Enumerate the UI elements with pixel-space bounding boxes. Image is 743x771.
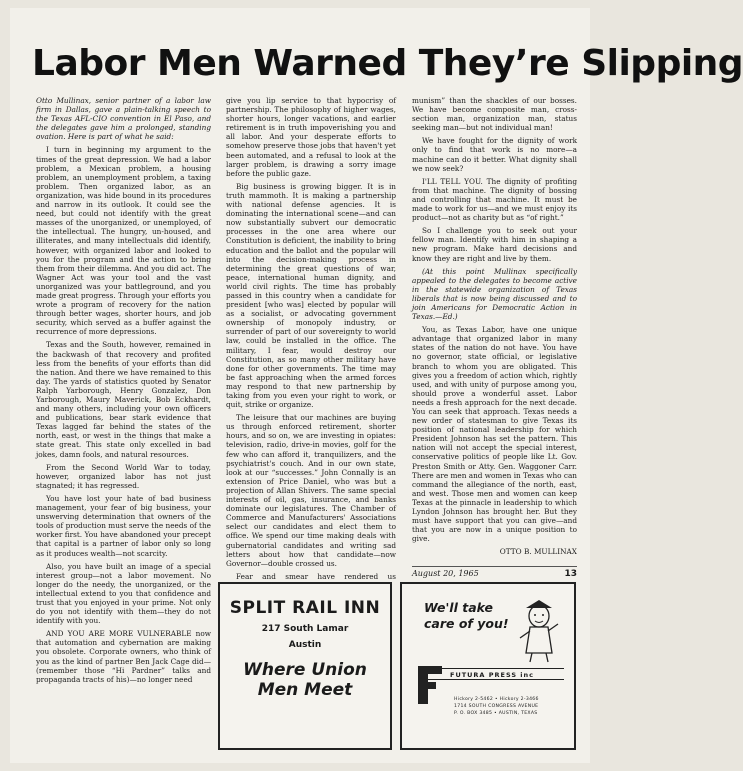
page-footer: [412, 566, 577, 579]
paragraph: AND YOU ARE MORE VULNERABLE now that automation and cybernation are making you obsolete. Corporate owners, who think of you as the kind of partner Ben Jack Cage did—(remember those “Hi Pardner” talks and propaganda tracts of his)—no longer need: [36, 629, 211, 684]
article-column-1: [36, 96, 211, 752]
pilgrim-mascot-icon: [514, 598, 564, 664]
ad-company-name: FUTURA PRESS inc: [424, 668, 564, 680]
ad-business-name: SPLIT RAIL INN: [229, 598, 381, 618]
futura-press-ad: [400, 582, 576, 750]
paragraph: So I challenge you to seek out your fellow man. Identify with him in shaping a new program. Make hard decisions and know they are right and live by them.: [412, 226, 577, 263]
headline: Labor Men Warned They’re Slipping: [32, 43, 743, 84]
paragraph: Also, you have built an image of a special interest group—not a labor movement. No longer do the needy, the unorganized, or the intellectual extend to you that confidence and trust that you enjoyed in your prime. Not only do you not identify with them—they do not identify with you.: [36, 561, 211, 626]
ad-city: Austin: [288, 640, 322, 650]
ad-contact-info: [454, 696, 564, 717]
ad-tagline: Where Union Men Meet: [243, 660, 367, 700]
paragraph: I'LL TELL YOU. The dignity of profiting from that machine. The dignity of bossing and controlling that machine. It must be made to work for us—and we must enjoy its product—not as charity but as “of right.”: [412, 176, 577, 223]
paragraph: give you lip service to that hypocrisy of partnership. The philosophy of higher wages, shorter hours, longer vacations, and earlier retirement is in truth impoverishing you and all labor. And your desperate efforts to somehow preserve those jobs that haven't yet been automated, and a refusal to look at the larger problem, is drawing a sorry image before the public gaze.: [226, 96, 396, 178]
paragraph: From the Second World War to today, however, organized labor has not just stagnated; it has regressed.: [36, 462, 211, 490]
ad-address: 217 South Lamar: [261, 624, 349, 634]
editor-note: (At this point Mullinax specifically appealed to the delegates to become active in the statewide organization of Texas liberals that is now being discussed and to join Americans for Democratic Action in Texas.—Ed.): [412, 266, 577, 322]
paragraph: You, as Texas Labor, have one unique advantage that organized labor in many states of the nation do not have. You have no governor, state official, or legislative branch to whom you are obligated. This gives you a freedom of action which, rightly used, and with unity of purpose among you, should prove a wonderful asset. Labor needs a fresh approach for the next decade. You can seek that approach. Texas needs a new order of statesman to give Texas its position of national leadership for which President Johnson has set the pattern. This nation will not accept the special interest, conservative politics of people like Lt. Gov. Preston Smith or Atty. Gen. Waggoner Carr. There are men and women in Texas who can command the allegiance of the north, east, and west. Those men and women can keep Texas at the pinnacle in leadership to which Lyndon Johnson has brought her. But they must have support that you can give—and that you are now in a unique position to give.: [412, 325, 577, 544]
issue-date: August 20, 1965: [412, 569, 479, 578]
paragraph: We have fought for the dignity of work only to find that work is no more—a machine can do it better. What dignity shall we now seek?: [412, 136, 577, 173]
paragraph: I turn in beginning my argument to the times of the great depression. We had a labor problem, a Mexican problem, a housing problem, an unemployment problem, a taxing problem. Then organized labor, as an organization, was hide bound in its procedures and narrow in its outlook. It could see the need, but could not identify with the great masses of the unorganized, or unemployed, of the intellectual. The hungry, un-housed, and illiterates, and many intellectuals did identify, however, with organized labor and looked to you for the program and the action to bring them from their dilemma. And you did act. The Wagner Act was your tool and the vast unorganized was your battleground, and you made great progress. Through your efforts you wrote a program of recovery for the nation through better wages, shorter hours, and job security, which served as a buffer against the recurrence of more depressions.: [36, 145, 211, 337]
paragraph: Fear and smear have rendered us: [236, 571, 396, 581]
article-column-3: [412, 96, 577, 566]
article-column-2: [226, 96, 396, 581]
page-number: 13: [564, 569, 577, 579]
paragraph: Texas and the South, however, remained in the backwash of that recovery and profited less from the benefits of your efforts than did the nation. And there we have remained to this day. The yards of statistics quoted by Senator Ralph Yarborough, Henry Gonzalez, Don Yarborough, Maury Maverick, Bob Eckhardt, and many others, including your own officers and publications, bear stark evidence that Texas lagged far behind the states of the north, east, or west in the things that make a state great. This state only excelled in bad jokes, damn fools, and natural resources.: [36, 340, 211, 459]
split-rail-inn-ad: [218, 582, 392, 750]
intro-paragraph: Otto Mullinax, senior partner of a labor law firm in Dallas, gave a plain-talking speech to the Texas AFL-CIO convention in El Paso, and the delegates gave him a prolonged, standing ovation. Here is part of what he said:: [36, 96, 211, 142]
paragraph: The leisure that our machines are buying us through enforced retirement, shorter hours, and so on, we are investing in opiates: television, radio, drive-in movies, golf for the few who can afford it, tranquilizers, and the psychiatrist's couch. And in our own state, look at our “successes.” John Connally is an extension of Price Daniel, who was but a projection of Allan Shivers. The same special interests of oil, gas, insurance, and banks dominate our legislatures. The Chamber of Commerce and Manufacturers' Associations select our candidates and elect them to office. We spend our time making deals with gubernatorial candidates and writing sad letters about how that candidate—now Governor—double crossed us.: [226, 413, 396, 568]
ad-pobox: P. O. BOX 3485 • AUSTIN, TEXAS: [454, 711, 538, 716]
paragraph: munism” than the shackles of our bosses. We have become composite man, cross-section man, organization man, status seeking man—but not individual man!: [412, 96, 577, 133]
ad-street: 1714 SOUTH CONGRESS AVENUE: [454, 704, 539, 709]
author-signature: OTTO B. MULLINAX: [499, 547, 577, 557]
ad-message: We'll take care of you!: [424, 600, 509, 631]
paragraph: Big business is growing bigger. It is in truth mammoth. It is making a partnership with national defense agencies. It is dominating the international scene—and can now substantially subvert our democratic processes in the one area where our Constitution is deficient, the inability to bring education and the ballot and the popular will into the decision-making process in determining the great questions of war, peace, international human dignity, and world civil rights. The time has probably passed in this country when a candidate for president [who was] elected by popular will as a socialist, or advocating government ownership of monopoly industry, or surrender of part of our sovereignty to world law, could be installed in the office. The military, I fear, would destroy our Constitution, as so many other military have done for other governments. The time may be fast approaching when the armed forces may respond to that new partnership by taking from you even your right to work, or quit, strike or organize.: [226, 181, 396, 410]
ad-phones: Hickory 2-5462 • Hickory 2-3466: [454, 697, 539, 702]
paragraph: You have lost your hate of bad business management, your fear of big business, your unswerving determination that owners of the tools of production must serve the needs of the worker first. You have abandoned your precept that capital is a partner of labor only so long as it produces wealth—not scarcity.: [36, 493, 211, 558]
